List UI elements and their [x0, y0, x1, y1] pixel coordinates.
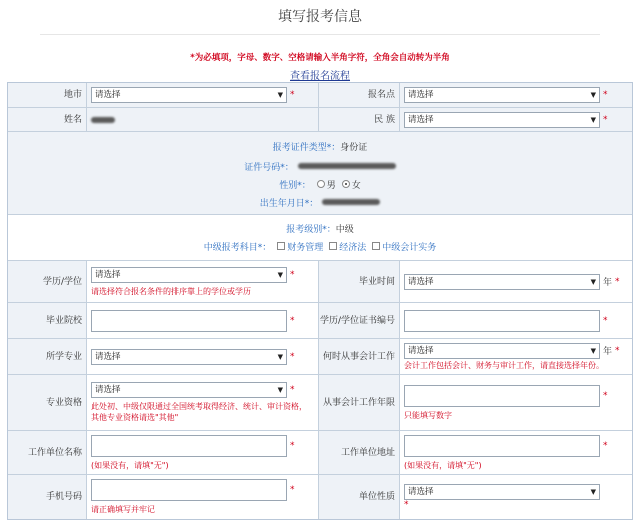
education-label: 学历/学位 — [8, 261, 86, 302]
birth-line — [8, 192, 632, 212]
years-hint: 只能填写数字 — [404, 410, 452, 420]
employer-addr-hint: (如果没有，请填"无") — [404, 460, 482, 470]
nation-select[interactable]: 请选择 ▼ — [404, 112, 600, 128]
gender-female-radio[interactable] — [342, 180, 350, 188]
subjects-label: 中级报考科目*： — [203, 242, 272, 253]
qualification-hint: 此处初、中级仅限通过全国统考取得经济、统计、审计资格，其他专业资格请选"其他" — [91, 402, 307, 422]
row-major-workstart — [8, 339, 632, 375]
grad-year-unit: 年 — [603, 278, 613, 288]
row-qualification-years — [8, 375, 632, 431]
row-school-cert — [8, 303, 632, 339]
cert-no-label: 学历/学位证书编号 — [319, 303, 399, 338]
grad-time-cell — [399, 261, 632, 302]
grad-time-label: 毕业时间 — [319, 261, 399, 302]
work-start-cell — [399, 339, 632, 374]
subject-checkbox-finance[interactable] — [277, 242, 285, 250]
id-type-line — [8, 136, 632, 156]
required-mark: * — [603, 440, 608, 451]
row-name-nation — [8, 108, 632, 132]
school-label: 毕业院校 — [8, 303, 86, 338]
subject-finance-label: 财务管理 — [287, 242, 324, 253]
id-type-label: 报考证件类型*： — [272, 142, 341, 153]
nation-label: 民 族 — [319, 108, 399, 131]
employer-name-input[interactable] — [91, 435, 287, 457]
level-line — [8, 219, 632, 237]
triangle-down-icon: ▼ — [590, 346, 596, 355]
phone-cell — [86, 475, 319, 519]
education-hint: 请选择符合报名条件的排序靠上的学位或学历 — [91, 286, 251, 296]
subjects-line — [8, 237, 632, 255]
phone-input[interactable] — [91, 479, 287, 501]
row-employer — [8, 431, 632, 475]
school-input[interactable] — [91, 310, 287, 332]
employer-addr-label: 工作单位地址 — [319, 431, 399, 474]
required-mark: * — [404, 500, 409, 510]
major-cell — [86, 339, 319, 374]
id-no-line — [8, 156, 632, 176]
required-mark: * — [603, 390, 608, 401]
years-label: 从事会计工作年限 — [319, 375, 399, 430]
phone-hint: 请正确填写并牢记 — [91, 505, 155, 514]
gender-male-radio[interactable] — [317, 180, 325, 188]
level-label: 报考级别*： — [286, 224, 336, 235]
subject-law-label: 经济法 — [339, 242, 367, 253]
employer-type-label: 单位性质 — [319, 475, 399, 519]
employer-type-cell — [399, 475, 632, 519]
cert-no-cell — [399, 303, 632, 338]
subject-checkbox-law[interactable] — [329, 242, 337, 250]
employer-name-hint: (如果没有，请填"无") — [91, 460, 169, 470]
level-block — [8, 215, 632, 261]
site-label: 报名点 — [319, 83, 399, 107]
required-notice: *为必填项，字母、数字、空格请输入半角字符，全角会自动转为半角 — [190, 53, 450, 63]
name-cell — [86, 108, 319, 131]
triangle-down-icon: ▼ — [590, 91, 596, 99]
id-type-value: 身份证 — [340, 142, 368, 153]
nation-cell — [399, 108, 632, 131]
years-input[interactable] — [404, 385, 600, 407]
required-mark: * — [603, 315, 608, 326]
row-education-grad — [8, 261, 632, 303]
site-select[interactable]: 请选择 ▼ — [404, 87, 600, 103]
gender-label: 性别*： — [279, 180, 311, 191]
employer-addr-cell — [399, 431, 632, 474]
employer-name-label: 工作单位名称 — [8, 431, 86, 474]
view-flow-link[interactable]: 查看报名流程 — [290, 71, 350, 82]
masked-birth-date — [322, 199, 380, 205]
masked-name — [91, 117, 115, 123]
employer-type-select[interactable]: 请选择 ▼ — [404, 484, 600, 500]
triangle-down-icon: ▼ — [277, 352, 283, 361]
triangle-down-icon: ▼ — [277, 386, 283, 394]
triangle-down-icon: ▼ — [277, 91, 283, 99]
required-mark: * — [603, 90, 608, 100]
work-start-label: 何时从事会计工作 — [319, 339, 399, 374]
qualification-select[interactable]: 请选择 ▼ — [91, 382, 287, 398]
name-label: 姓名 — [8, 108, 86, 131]
gender-line — [8, 176, 632, 192]
qualification-cell — [86, 375, 319, 430]
title-divider — [40, 34, 600, 35]
education-select[interactable]: 请选择 ▼ — [91, 267, 287, 283]
required-mark: * — [615, 276, 620, 287]
city-select[interactable]: 请选择 ▼ — [91, 87, 287, 103]
id-no-label: 证件号码*： — [244, 162, 294, 173]
level-value: 中级 — [335, 224, 354, 235]
row-city-site — [8, 83, 632, 108]
site-cell — [399, 83, 632, 107]
triangle-down-icon: ▼ — [590, 115, 596, 124]
required-mark: * — [603, 114, 608, 125]
triangle-down-icon: ▼ — [277, 270, 283, 279]
subject-checkbox-accounting[interactable] — [372, 242, 380, 250]
employer-name-cell — [86, 431, 319, 474]
birth-label: 出生年月日*： — [259, 198, 319, 209]
gender-female-label: 女 — [351, 180, 361, 191]
triangle-down-icon: ▼ — [590, 277, 596, 286]
work-start-year-unit: 年 — [603, 347, 613, 357]
required-mark: * — [290, 440, 295, 451]
city-label: 地市 — [8, 83, 86, 107]
row-phone-type — [8, 475, 632, 519]
gender-male-label: 男 — [326, 180, 336, 191]
work-start-hint: 会计工作包括会计、财务与审计工作，请直接选择年份。 — [404, 360, 604, 370]
required-mark: * — [290, 315, 295, 326]
required-mark: * — [290, 485, 295, 495]
years-cell — [399, 375, 632, 430]
subject-accounting-label: 中级会计实务 — [382, 242, 437, 253]
masked-id-number — [298, 163, 396, 169]
grad-time-select[interactable]: 请选择 ▼ — [404, 274, 600, 290]
identity-block — [8, 132, 632, 215]
employer-addr-input[interactable] — [404, 435, 600, 457]
school-cell — [86, 303, 319, 338]
work-start-select[interactable]: 请选择 ▼ — [404, 343, 600, 359]
registration-form — [7, 82, 633, 520]
required-mark: * — [290, 90, 295, 100]
education-cell — [86, 261, 319, 302]
major-select[interactable]: 请选择 ▼ — [91, 349, 287, 365]
page-title: 填写报考信息 — [278, 9, 362, 25]
required-mark: * — [615, 345, 620, 356]
phone-label: 手机号码 — [8, 475, 86, 519]
required-mark: * — [290, 269, 295, 280]
qualification-label: 专业资格 — [8, 375, 86, 430]
required-mark: * — [290, 385, 295, 395]
city-cell — [86, 83, 319, 107]
major-label: 所学专业 — [8, 339, 86, 374]
triangle-down-icon: ▼ — [590, 488, 596, 496]
cert-no-input[interactable] — [404, 310, 600, 332]
required-mark: * — [290, 351, 295, 362]
view-flow-link-wrap — [0, 67, 640, 82]
